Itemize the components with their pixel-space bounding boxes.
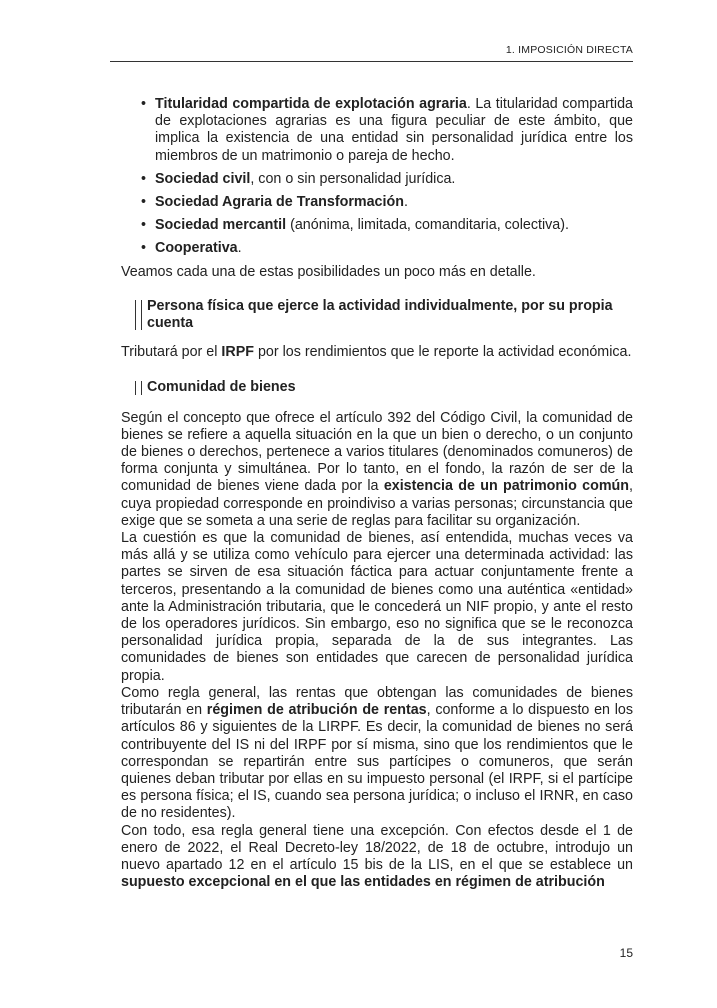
list-item-term: Sociedad mercantil: [155, 217, 287, 234]
bullet-icon: •: [141, 240, 147, 257]
page-number: 15: [619, 946, 633, 960]
section-heading-text: Persona física que ejerce la actividad individualmente, por su propia cuenta: [147, 297, 613, 332]
bullet-icon: •: [141, 170, 147, 187]
bullet-icon: •: [141, 194, 147, 211]
list-item-text: , con o sin personalidad jurídica.: [250, 170, 456, 187]
list-item: [121, 96, 633, 165]
list-item-text: .: [237, 240, 242, 257]
section-heading-comunidad-bienes: [121, 379, 633, 396]
paragraph: Tributará por el IRPF por los rendimientos que le reporte la actividad económica.: [121, 344, 632, 361]
entity-type-list: [121, 96, 633, 258]
double-bar-icon: [135, 381, 142, 394]
list-item: [121, 240, 633, 257]
bullet-icon: •: [141, 96, 147, 112]
list-item-term: Titularidad compartida de explotación agraria: [155, 96, 467, 112]
list-item-text: (anónima, limitada, comanditaria, colectiva).: [286, 217, 569, 234]
header-rule: [110, 61, 633, 62]
paragraph: Según el concepto que ofrece el artículo 392 del Código Civil, la comunidad de bienes se refiere a aquella situación en la que un bien o derecho, o un conjunto de bienes o derechos, pertenece a varios titulares (denominados comuneros) de forma conjunta y simultánea. Por lo tanto, en el fondo, la razón de ser de la comunidad de bienes viene dada por la existencia de un patrimonio común, cuya propiedad corresponde en proindiviso a varias personas; circunstancia que exige que se someta a una serie de reglas para facilitar su organización.: [121, 409, 633, 529]
list-item: [121, 217, 633, 234]
list-item-text: . La titularidad compartida de explotaciones agrarias es una figura peculiar de este ámbito, que implica la existencia de una entidad sin personalidad jurídica entre los miembros de un matrimonio o pareja de hecho.: [155, 96, 633, 164]
paragraph: Con todo, esa regla general tiene una excepción. Con efectos desde el 1 de enero de 2022, el Real Decreto-ley 18/2022, de 18 de octubre, introdujo un nuevo apartado 12 en el artículo 15 bis de la LIS, en el que se establece un supuesto excepcional en el que las entidades en régimen de atribución: [121, 822, 633, 891]
running-head: 1. IMPOSICIÓN DIRECTA: [505, 44, 633, 56]
page-body: [121, 96, 633, 891]
list-item: [121, 171, 633, 188]
paragraph: La cuestión es que la comunidad de bienes, así entendida, muchas veces va más allá y se utiliza como vehículo para ejercer una determinada actividad: las partes se sirven de esa situación fáctica para actuar conjuntamente frente a terceros, presentando a la comunidad de bienes como una auténtica «entidad» ante la Administración tributaria, que le concederá un NIF propio, y ante el resto de los operadores jurídicos. Sin embargo, eso no significa que se le reconozca personalidad jurídica propia, separada de la de sus integrantes. Las comunidades de bienes son entidades que carecen de personalidad jurídica propia.: [121, 530, 633, 684]
bullet-icon: •: [141, 217, 147, 234]
paragraph: Como regla general, las rentas que obtengan las comunidades de bienes tributarán en régimen de atribución de rentas, conforme a lo dispuesto en los artículos 86 y siguientes de la LIRPF. Es decir, la comunidad de bienes no será contribuyente del IS ni del IRPF por sí misma, sino que los rendimientos que le correspondan se repartirán entre sus partícipes o comuneros, que serán quienes deban tributar por ellas en su impuesto personal (el IRPF, si el partícipe es persona física; el IS, cuando sea persona jurídica; o incluso el IRNR, en caso de no residentes).: [121, 684, 633, 822]
section-heading-text: Comunidad de bienes: [147, 379, 296, 396]
list-item-term: Sociedad Agraria de Transformación: [155, 194, 404, 211]
list-item: [121, 194, 633, 211]
list-item-term: Sociedad civil: [155, 170, 251, 187]
list-item-term: Cooperativa: [155, 240, 238, 257]
intro-paragraph: Veamos cada una de estas posibilidades un poco más en detalle.: [121, 263, 536, 280]
double-bar-icon: [135, 300, 142, 330]
list-item-text: .: [403, 194, 408, 211]
section-heading-persona-fisica: [121, 298, 633, 332]
